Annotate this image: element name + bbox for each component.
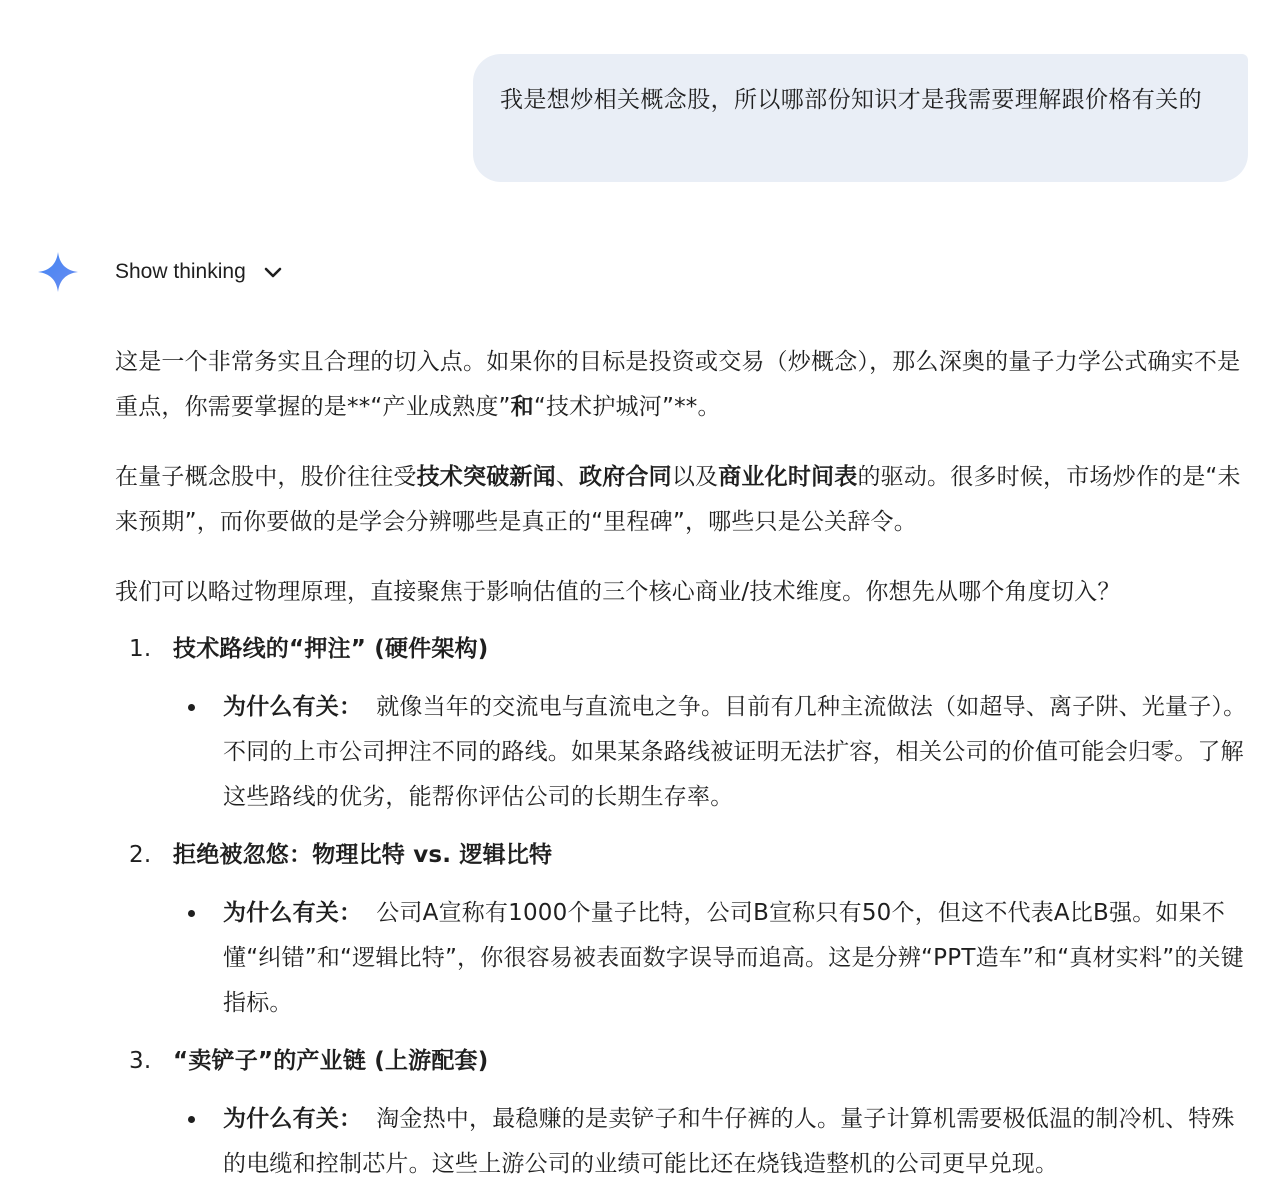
bullet-item <box>173 1097 1255 1187</box>
why-text: 淘金热中，最稳赚的是卖铲子和牛仔裤的人。量子计算机需要极低温的制冷机、特殊的电缆和控制芯片。这些上游公司的业绩可能比还在烧钱造整机的公司更早兑现。 <box>223 1106 1235 1177</box>
user-message-text: 我是想炒相关概念股，所以哪部份知识才是我需要理解跟价格有关的 <box>500 87 1202 113</box>
bullet-item <box>173 685 1255 820</box>
list-item <box>115 833 1255 1026</box>
response-paragraph-3: 我们可以略过物理原理，直接聚焦于影响估值的三个核心商业/技术维度。你想先从哪个角度切入？ <box>115 579 1121 605</box>
list-item-title: “卖铲子”的产业链 (上游配套) <box>173 1048 489 1074</box>
why-text: 公司A宣称有1000个量子比特，公司B宣称只有50个，但这不代表A比B强。如果不懂“纠错”和“逻辑比特”，你很容易被表面数字误导而追高。这是分辨“PPT造车”和“真材实料”的关键指标。 <box>223 900 1244 1016</box>
why-label: 为什么有关： <box>223 694 363 720</box>
list-item-title: 技术路线的“押注” (硬件架构) <box>173 636 489 662</box>
bullet-dot <box>188 1116 195 1123</box>
intro-bold-and: 和 <box>510 394 534 420</box>
para2-text-3: 以及 <box>671 464 719 490</box>
intro-text: 这是一个非常务实且合理的切入点。如果你的目标是投资或交易（炒概念），那么深奥的量子力学公式确实不是重点，你需要掌握的是**“产业成熟度” <box>115 349 1241 420</box>
response-intro-paragraph <box>115 340 1255 430</box>
list-number: 3. <box>129 1048 152 1074</box>
bullet-item <box>173 891 1255 1026</box>
assistant-response <box>115 340 1255 1200</box>
bullet-dot <box>188 704 195 711</box>
para2-bold-1: 技术突破新闻 <box>416 464 556 490</box>
para2-bold-2: 政府合同 <box>579 464 672 490</box>
user-message-bubble <box>473 54 1248 182</box>
assistant-header <box>36 250 284 294</box>
list-number: 1. <box>129 636 152 662</box>
response-paragraph-2 <box>115 455 1255 545</box>
intro-text-tail: “技术护城河”**。 <box>533 394 721 420</box>
why-label: 为什么有关： <box>223 900 363 926</box>
list-item <box>115 627 1255 820</box>
why-label: 为什么有关： <box>223 1106 363 1132</box>
why-text: 就像当年的交流电与直流电之争。目前有几种主流做法（如超导、离子阱、光量子）。不同的上市公司押注不同的路线。如果某条路线被证明无法扩容，相关公司的价值可能会归零。了解这些路线的优劣，能帮你评估公司的长期生存率。 <box>223 694 1247 810</box>
list-number: 2. <box>129 842 152 868</box>
para2-text-4: 的驱动。很多时候，市场炒作的是“未来预期”，而你要做的是学会分辨哪些是真正的“里程碑”，哪些只是公关辞令。 <box>115 464 1241 535</box>
gemini-spark-icon <box>36 250 80 294</box>
chevron-down-icon <box>262 261 284 283</box>
para2-text-1: 在量子概念股中，股价往往受 <box>115 464 417 490</box>
para2-bold-3: 商业化时间表 <box>718 464 858 490</box>
show-thinking-label: Show thinking <box>115 260 246 283</box>
bullet-dot <box>188 910 195 917</box>
list-item <box>115 1039 1255 1187</box>
list-item-title: 拒绝被忽悠：物理比特 vs. 逻辑比特 <box>173 842 553 868</box>
para2-text-2: 、 <box>555 464 580 490</box>
show-thinking-button[interactable] <box>115 260 284 284</box>
